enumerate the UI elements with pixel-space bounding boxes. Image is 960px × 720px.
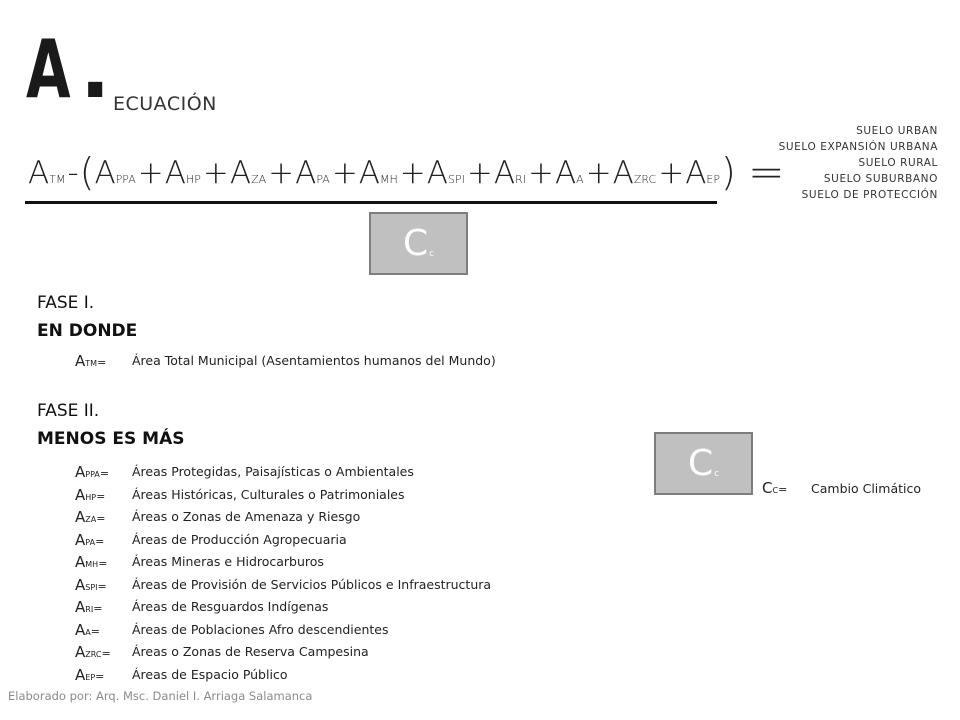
suelo-item: SUELO URBAN [856, 125, 938, 137]
definition-row [75, 531, 595, 554]
definition-symbol: AEP= [75, 665, 105, 684]
definition-row [75, 598, 595, 621]
equation-term-symbol: A [685, 155, 706, 191]
equation-term-symbol: A [358, 155, 380, 191]
equation-term-symbol: A [426, 155, 447, 191]
fase2-subtitle: MENOS ES MÁS [37, 429, 185, 449]
definition-text: Áreas de Espacio Público [132, 666, 288, 682]
equation-lhs-symbol: A [28, 155, 49, 191]
definition-text: Áreas Históricas, Culturales o Patrimoniales [132, 486, 405, 502]
suelo-item: SUELO SUBURBANO [823, 173, 938, 185]
equation-term-sub: HP [185, 173, 201, 186]
equation-equals: = [747, 147, 785, 198]
equation-open-paren: ( [79, 150, 95, 194]
equation-term-sub: MH [380, 173, 398, 186]
equation-terms [94, 155, 721, 191]
fase1-title: FASE I. [37, 293, 95, 313]
cc-definition-symbol: CC= [762, 479, 788, 497]
credit-footer: Elaborado por: Arq. Msc. Daniel I. Arriaga Salamanca [8, 689, 313, 703]
definition-row [75, 666, 595, 689]
equation-term-sub: PA [316, 173, 330, 186]
equation-plus: + [658, 155, 685, 191]
definition-text: Áreas o Zonas de Amenaza y Riesgo [132, 509, 361, 524]
suelo-item: SUELO EXPANSIÓN URBANA [778, 141, 938, 153]
suelo-list [779, 123, 938, 203]
definition-symbol: APA= [75, 530, 105, 549]
cc-box-top [369, 212, 468, 275]
equation-plus: + [399, 155, 426, 191]
definition-symbol: ARI= [75, 598, 103, 616]
equation-minus: - [67, 155, 79, 191]
equation-term-symbol: A [612, 155, 633, 191]
equation-plus: + [527, 155, 554, 191]
definition-row [75, 643, 595, 666]
definition-symbol: ASPI= [75, 575, 107, 594]
definition-text: Áreas Mineras e Hidrocarburos [132, 554, 324, 569]
definition-symbol: AMH= [75, 553, 108, 571]
equation-plus: + [268, 155, 295, 191]
equation-plus: + [331, 155, 358, 191]
definition-symbol: AA= [75, 620, 100, 639]
definition-text: Áreas de Poblaciones Afro descendientes [132, 621, 389, 637]
section-label: ECUACIÓN [113, 93, 217, 115]
definition-text: Áreas de Producción Agropecuaria [132, 531, 347, 547]
equation [28, 143, 785, 198]
equation-term-symbol: A [295, 155, 316, 191]
section-letter-dot: . [80, 23, 111, 116]
fase2-title: FASE II. [37, 401, 100, 421]
equation-term-sub: ZRC [633, 173, 657, 186]
section-letter: A [26, 23, 70, 116]
definition-row [75, 486, 595, 509]
cc-box-main: C [687, 442, 714, 484]
definition-symbol: AHP= [75, 485, 106, 504]
cc-box-sub: c [714, 469, 720, 479]
equation-term-sub: ZA [251, 173, 267, 186]
suelo-item: SUELO RURAL [858, 157, 938, 169]
suelo-item: SUELO DE PROTECCIÓN [801, 189, 938, 201]
definition-text: Áreas o Zonas de Reserva Campesina [132, 644, 369, 659]
equation-plus: + [585, 155, 612, 191]
equation-close-paren: ) [721, 150, 736, 194]
equation-term-sub: EP [706, 173, 720, 186]
equation-term-symbol: A [94, 155, 115, 191]
equation-term-symbol: A [164, 155, 185, 191]
equation-term-sub: A [576, 173, 584, 186]
cc-box-side [654, 432, 753, 495]
definition-text: Áreas de Resguardos Indígenas [132, 599, 329, 614]
equation-plus: + [202, 155, 229, 191]
definition-symbol: AZRC= [75, 643, 111, 661]
equation-term-sub: PPA [115, 173, 136, 186]
definition-symbol: AZA= [75, 508, 106, 526]
cc-box-sub: c [429, 249, 435, 259]
definition-row [75, 352, 595, 375]
equation-term-symbol: A [229, 155, 251, 191]
equation-term-symbol: A [554, 155, 576, 191]
fase2-definitions [75, 463, 595, 688]
definition-row [75, 463, 595, 486]
equation-term-sub: RI [515, 173, 526, 186]
equation-underline [25, 201, 717, 204]
definition-symbol: APPA= [75, 463, 110, 481]
definition-row [75, 576, 595, 599]
equation-plus: + [466, 155, 493, 191]
cc-box-main: C [402, 222, 429, 264]
definition-symbol: ATM= [75, 352, 107, 370]
equation-term-sub: SPI [447, 173, 465, 186]
definition-text: Áreas Protegidas, Paisajísticas o Ambientales [132, 464, 414, 479]
definition-row [75, 508, 595, 531]
definition-row [75, 621, 595, 644]
fase1-subtitle: EN DONDE [37, 321, 138, 341]
definition-text: Áreas de Provisión de Servicios Públicos e Infraestructura [132, 576, 492, 592]
equation-term-symbol: A [493, 155, 515, 191]
cc-definition-text: Cambio Climático [811, 481, 921, 496]
definition-row [75, 553, 595, 576]
definition-text: Área Total Municipal (Asentamientos humanos del Mundo) [132, 353, 496, 368]
equation-plus: + [137, 155, 164, 191]
equation-lhs-sub: TM [49, 173, 66, 186]
